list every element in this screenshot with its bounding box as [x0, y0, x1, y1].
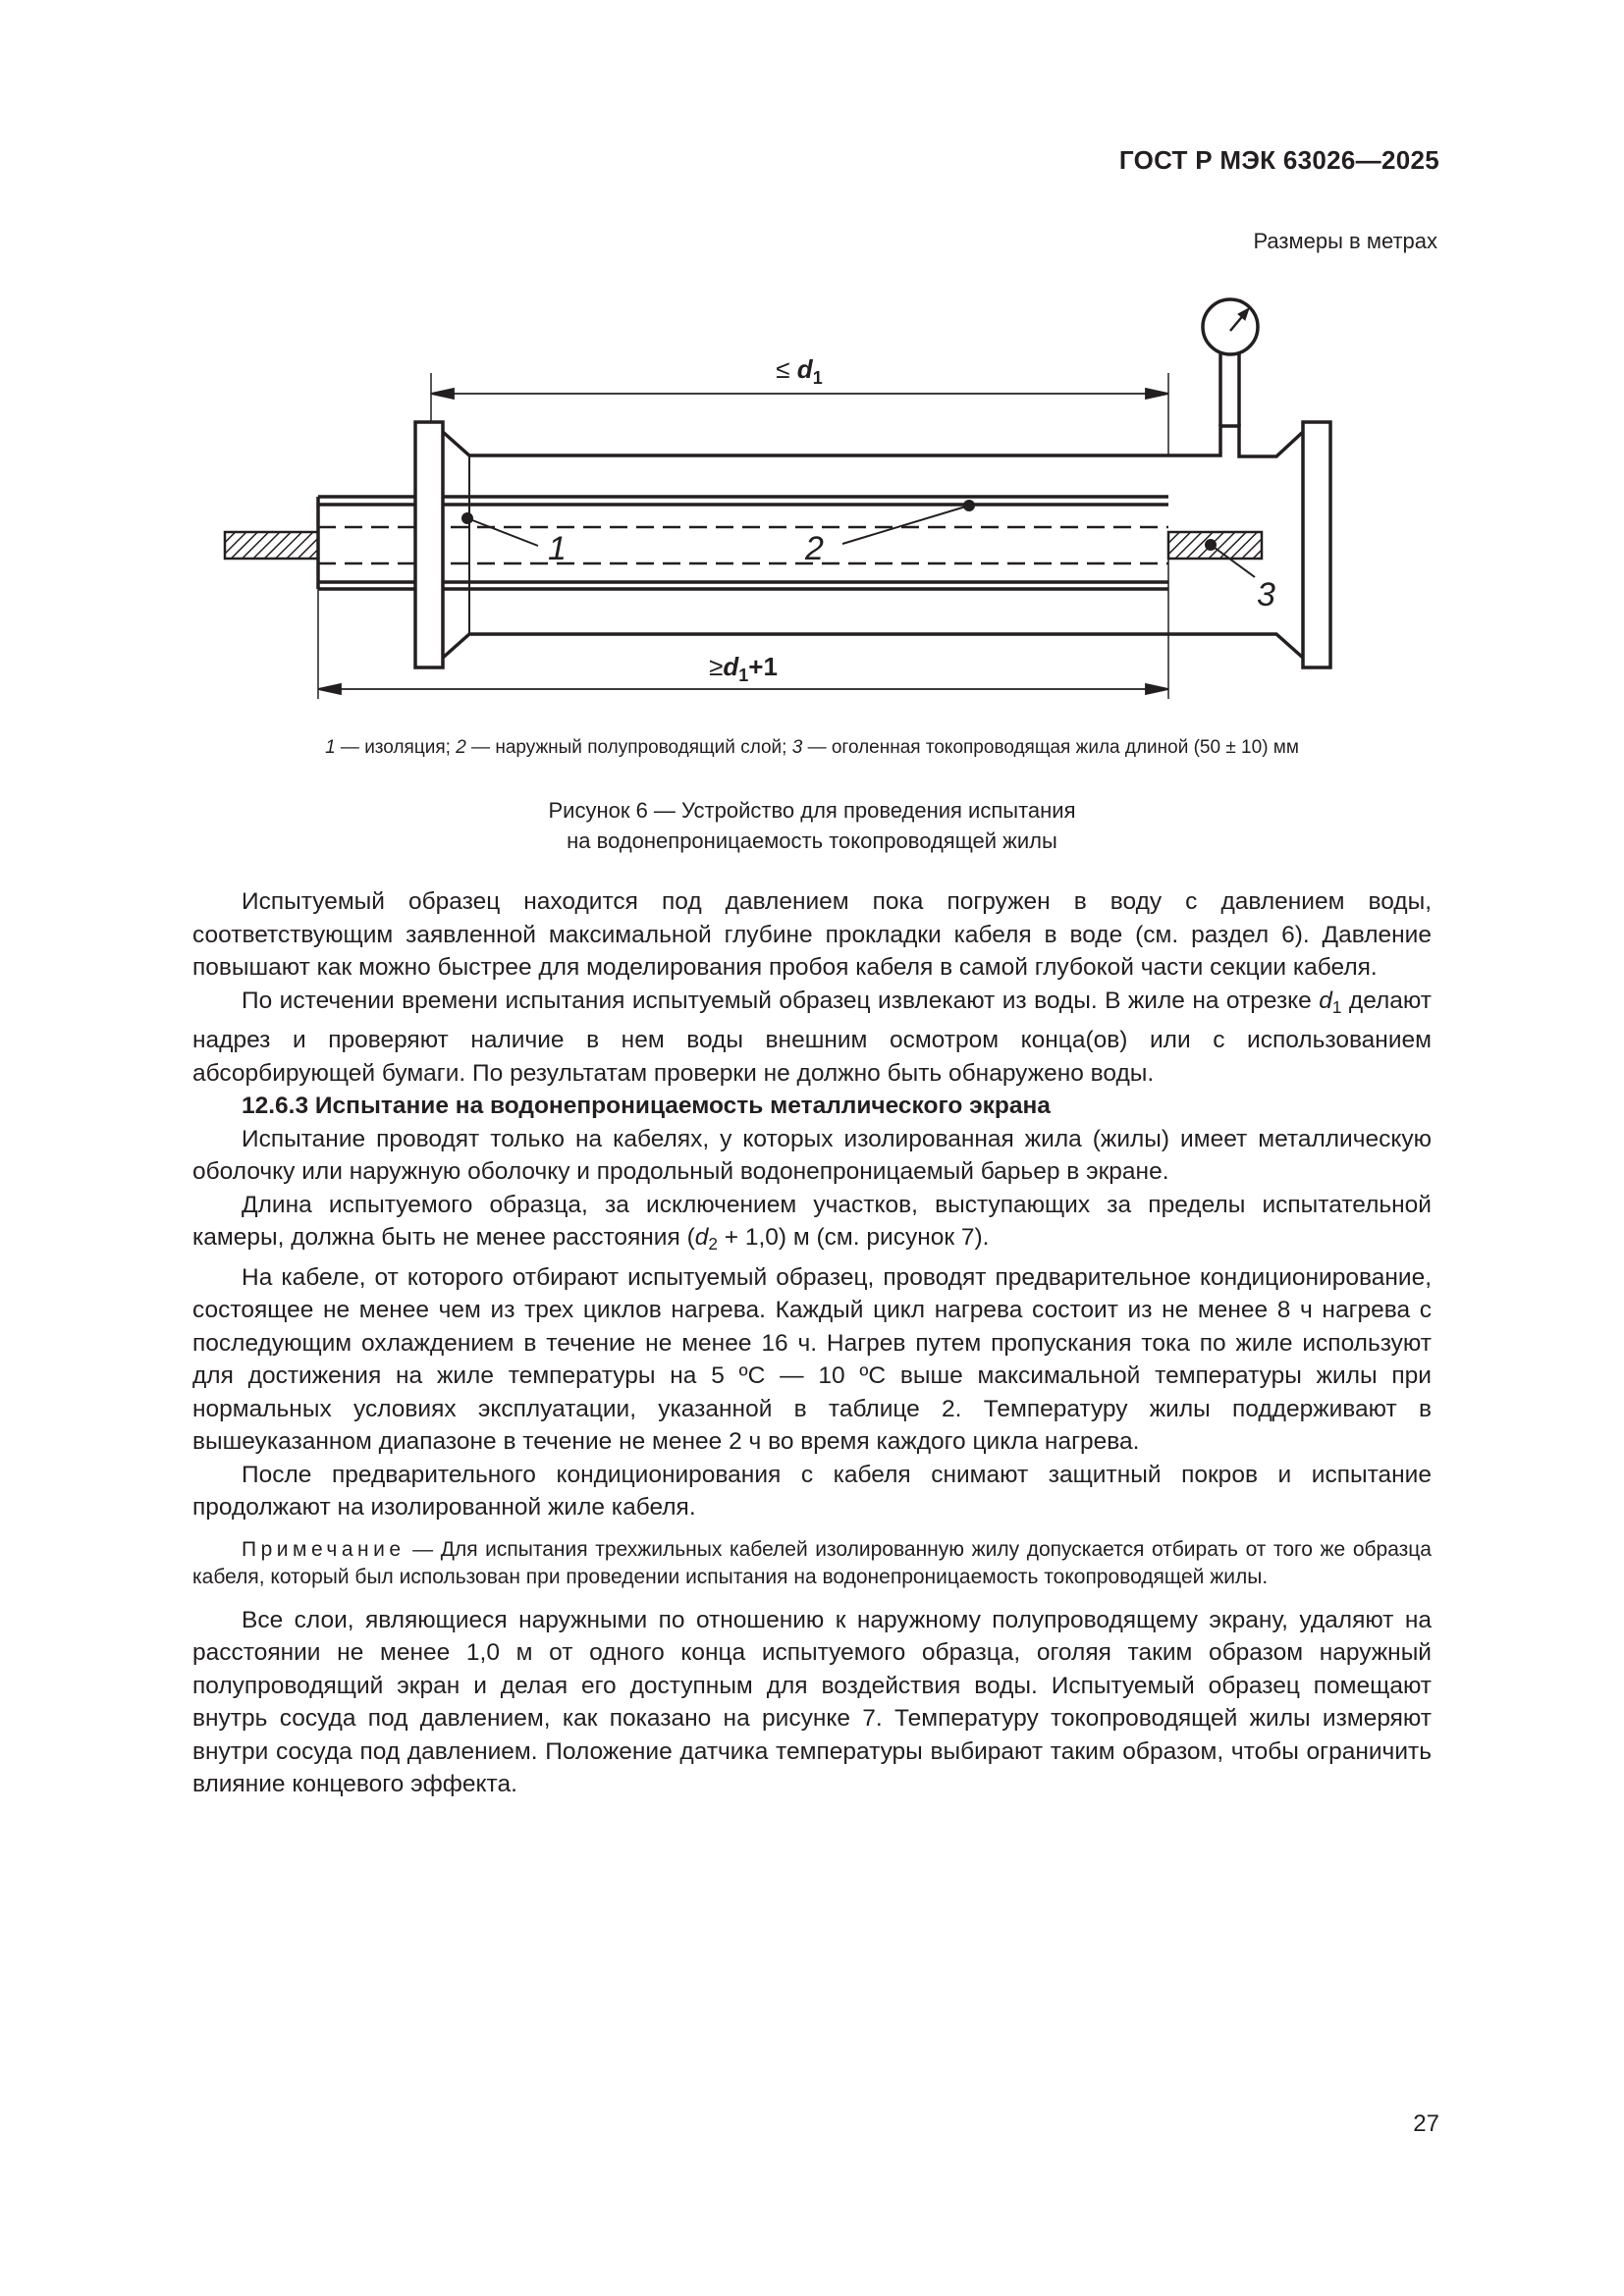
- dimension-bottom: [318, 684, 1168, 694]
- note-label: Примечание: [242, 1537, 406, 1561]
- note: Примечание — Для испытания трехжильных кабелей изолированную жилу допускается отбирать от того же образца кабеля, который был использован при проведении испытания на водонепроницаемость токопроводящей жилы.: [192, 1537, 1432, 1588]
- paragraph-6: После предварительного кондиционирования с кабеля снимают защитный покров и испытание продолжают на изолированной жиле кабеля.: [192, 1461, 1432, 1521]
- section-heading: 12.6.3 Испытание на водонепроницаемость металлического экрана: [242, 1093, 1051, 1119]
- paragraph-7: Все слои, являющиеся наружными по отношению к наружному полупроводящему экрану, удаляют на расстоянии не менее 1,0 м от одного конца испытуемого образца, оголяя таким образом наружный полупроводящий экран и делая его доступным для воздействия воды. Испытуемый образец помещают внутрь сосуда под давлением, как показано на рисунке 7. Температуру токопроводящей жилы измеряют внутри сосуда под давлением. Положение датчика температуры выбирают таким образом, чтобы ограничить влияние концевого эффекта.: [192, 1606, 1432, 1797]
- units-note: Размеры в метрах: [1253, 229, 1437, 253]
- label-3: 3: [1257, 576, 1275, 614]
- document-header: ГОСТ Р МЭК 63026—2025: [1118, 145, 1439, 175]
- paragraph-4: Длина испытуемого образца, за исключением участков, выступающих за пределы испытательной камеры, должна быть не менее расстояния $(d_2 + 1,0)$ м (см. рисунок 7).: [192, 1191, 1432, 1254]
- page-number: 27: [1413, 2110, 1439, 2137]
- figure-legend: 1 — изоляция; 2 — наружный полупроводящий слой; 3 — оголенная токопроводящая жила длиной (50 ± 10) мм: [325, 737, 1299, 758]
- body-text: [192, 885, 1432, 1801]
- leader-2: [842, 501, 974, 544]
- leader-1: [462, 513, 538, 546]
- pressure-vessel: [443, 426, 1303, 456]
- figure-caption: [0, 795, 1624, 856]
- paragraph-3: Испытание проводят только на кабелях, у которых изолированная жила (жилы) имеет металлическую оболочку или наружную оболочку и продольный водонепроницаемый барьер в экране.: [192, 1125, 1432, 1185]
- figure-6-diagram: [0, 0, 1624, 726]
- caption-line-1: Рисунок 6 — Устройство для проведения испытания: [548, 798, 1076, 823]
- caption-line-2: на водонепроницаемость токопроводящей жилы: [567, 828, 1057, 853]
- dimension-top-label: ≤ $d_1$: [776, 354, 823, 388]
- dimension-bottom-label: $\ge d_1+1$: [709, 652, 778, 685]
- paragraph-5: На кабеле, от которого отбирают испытуемый образец, проводят предварительное кондиционирование, состоящее не менее чем из трех циклов нагрева. Каждый цикл нагрева состоит из не менее 8 ч нагрева с последующим охлаждением в течение не менее 16 ч. Нагрев путем пропускания тока по жиле используют для достижения на жиле температуры на 5 ºС — 10 ºС выше максимальной температуры жилы при нормальных условиях эксплуатации, указанной в таблице 2. Температуру жилы поддерживают в вышеуказанном диапазоне в течение не менее 2 ч во время каждого цикла нагрева.: [192, 1263, 1432, 1455]
- flange-left: [415, 422, 443, 667]
- flange-right: [1303, 422, 1330, 667]
- label-1: 1: [548, 530, 567, 567]
- dimension-top: [431, 389, 1168, 399]
- bare-conductor-left: [225, 532, 318, 559]
- label-2: 2: [805, 530, 824, 567]
- paragraph-1: Испытуемый образец находится под давлением пока погружен в воду с давлением воды, соответствующим заявленной максимальной глубине прокладки кабеля в воде (см. раздел 6). Давление повышают как можно быстрее для моделирования пробоя кабеля в самой глубокой части секции кабеля.: [192, 888, 1432, 981]
- paragraph-2: По истечении времени испытания испытуемый образец извлекают из воды. В жиле на отрезке $d_1$ делают надрез и проверяют наличие в нем воды внешним осмотром конца(ов) или с использованием абсорбирующей бумаги. По результатам проверки не должно быть обнаружено воды.: [192, 987, 1432, 1087]
